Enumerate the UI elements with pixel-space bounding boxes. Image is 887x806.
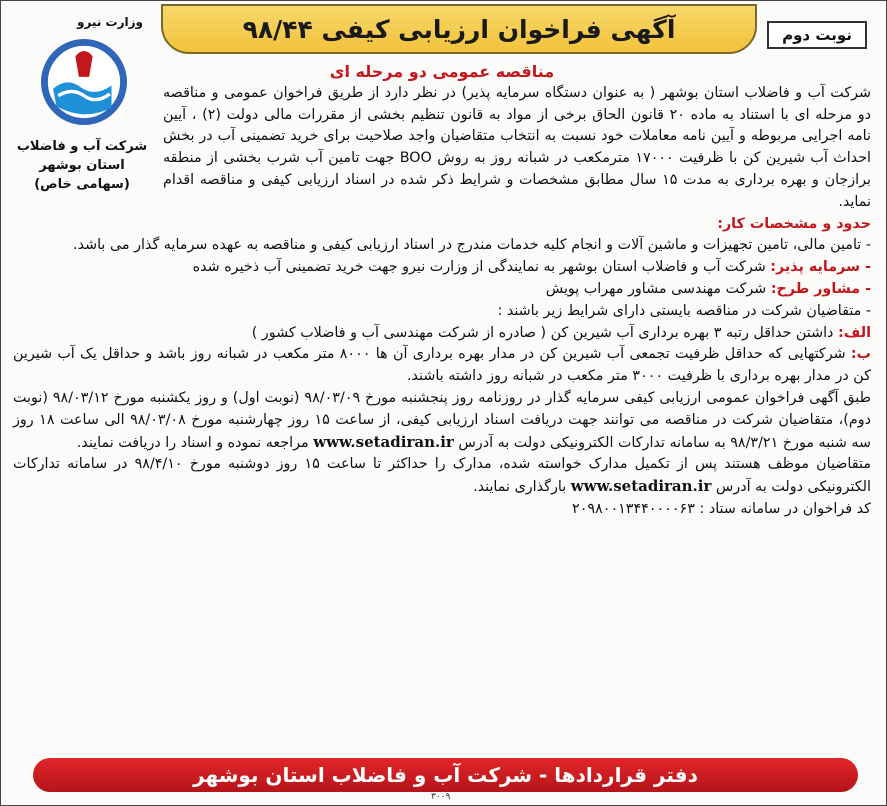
condition-a — [13, 323, 871, 345]
condition-b-text: شرکتهایی که حداقل ظرفیت تجمعی آب شیرین کن در مدار بهره برداری آن ها ۸۰۰۰ متر مکعب در شبانه روز باشد و حداقل یک آب شیرین کن در مدار بهره برداری با ظرفیت ۳۰۰۰ متر مکعب در شبانه روز داشته باشند. — [13, 346, 871, 385]
consultant-line — [13, 279, 871, 301]
investee-text: شرکت آب و فاضلاب استان بوشهر به نمایندگی از وزارت نیرو جهت خرید تضمینی آب ذخیره شده — [192, 259, 771, 276]
company-name: شرکت آب و فاضلاب استان بوشهر (سهامی خاص) — [16, 139, 148, 192]
scope-text: - تامین مالی، تامین تجهیزات و ماشین آلات و انجام کلیه خدمات مندرج در اسناد ارزیابی کیفی و مناقصه به عهده سرمایه گذار می باشد. — [73, 237, 871, 254]
consultant-label: - مشاور طرح: — [770, 280, 871, 297]
tender-subheading: مناقصه عمومی دو مرحله ای — [329, 62, 555, 81]
setadiran-link-2[interactable]: www.setadiran.ir — [570, 477, 712, 496]
ministry-label: وزارت نیرو — [77, 15, 143, 29]
schedule-paragraph: طبق آگهی فراخوان عمومی ارزیابی کیفی سرمایه گذار در روزنامه روز پنجشنبه مورخ ۹۸/۰۳/۰۹ (نوبت اول) و روز یکشنبه مورخ ۹۸/۰۳/۱۲ (نوبت دوم)، متقاضیان شرکت در مناقصه می توانند جهت دریافت اسناد ارزیابی کیفی، از ساعت ۱۵ روز چهارشنبه مورخ ۹۸/۰۳/۰۸ الی ساعت ۱۸ روز سه شنبه مورخ ۹۸/۳/۲۱ به سامانه تدارکات الکترونیکی دولت به آدرس www.setadiran.ir مراجعه نموده و اسناد را دریافت نمایند. — [13, 389, 871, 451]
condition-b-label: ب: — [850, 346, 871, 363]
condition-a-label: الف: — [837, 324, 871, 341]
footer-text: دفتر قراردادها - شرکت آب و فاضلاب استان بوشهر — [193, 763, 698, 787]
footer-number: ۳۰۰۹ — [431, 792, 451, 802]
scope-heading: حدود و مشخصات کار: — [717, 215, 871, 232]
setadiran-link[interactable]: www.setadiran.ir — [313, 432, 454, 451]
title-banner — [161, 4, 757, 54]
ad-body — [13, 61, 871, 521]
ad-title: آگهی فراخوان ارزیابی کیفی ۹۸/۴۴ — [242, 14, 676, 44]
investee-line — [13, 257, 871, 279]
conditions-intro: - متقاضیان شرکت در مناقصه بایستی دارای شرایط زیر باشند : — [497, 302, 871, 319]
footer-banner — [33, 758, 858, 792]
consultant-text: شرکت مهندسی مشاور مهراب پویش — [545, 280, 771, 297]
tender-code: کد فراخوان در سامانه ستاد : ۲۰۹۸۰۰۱۳۴۴۰۰۰۰۶۳ — [572, 500, 871, 517]
condition-a-text: داشتن حداقل رتبه ۳ بهره برداری آب شیرین کن ( صادره از شرکت مهندسی آب و فاضلاب کشور ) — [251, 324, 838, 341]
intro-paragraph: شرکت آب و فاضلاب استان بوشهر ( به عنوان دستگاه سرمایه پذیر) در نظر دارد از طریق فراخوان عمومی و مناقصه دو مرحله ای با استناد به ماده ۲۰ قانون الحاق برخی از مواد به قانون تنظیم بخشی از مقررات مالی دولت (۲) ، آیین نامه اجرایی مربوطه و آیین نامه معاملات خود نسبت به انتخاب متقاضیان واجد صلاحیت برای خرید تضمینی آب در بخش احداث آب شیرین کن با ظرفیت ۱۷۰۰۰ مترمکعب در شبانه روز به روش BOO جهت تامین آب شرب بخشی از منطقه برازجان و بهره برداری به مدت ۱۵ سال مطابق مشخصات و شرایط ذکر شده در اسناد ارزیابی کیفی و مناقصه اقدام نماید. — [163, 84, 872, 210]
investee-label: - سرمایه پذیر: — [770, 259, 871, 276]
turn-badge: نوبت دوم — [767, 21, 867, 49]
submission-paragraph: متقاضیان موظف هستند پس از تکمیل مدارک خواسته شده، مدارک را حداکثر تا ساعت ۱۵ روز دوشنبه مورخ ۹۸/۴/۱۰ در سامانه تدارکات الکترونیکی دولت به آدرس www.setadiran.ir بارگذاری نمایند. — [13, 456, 871, 496]
condition-b — [13, 344, 871, 388]
